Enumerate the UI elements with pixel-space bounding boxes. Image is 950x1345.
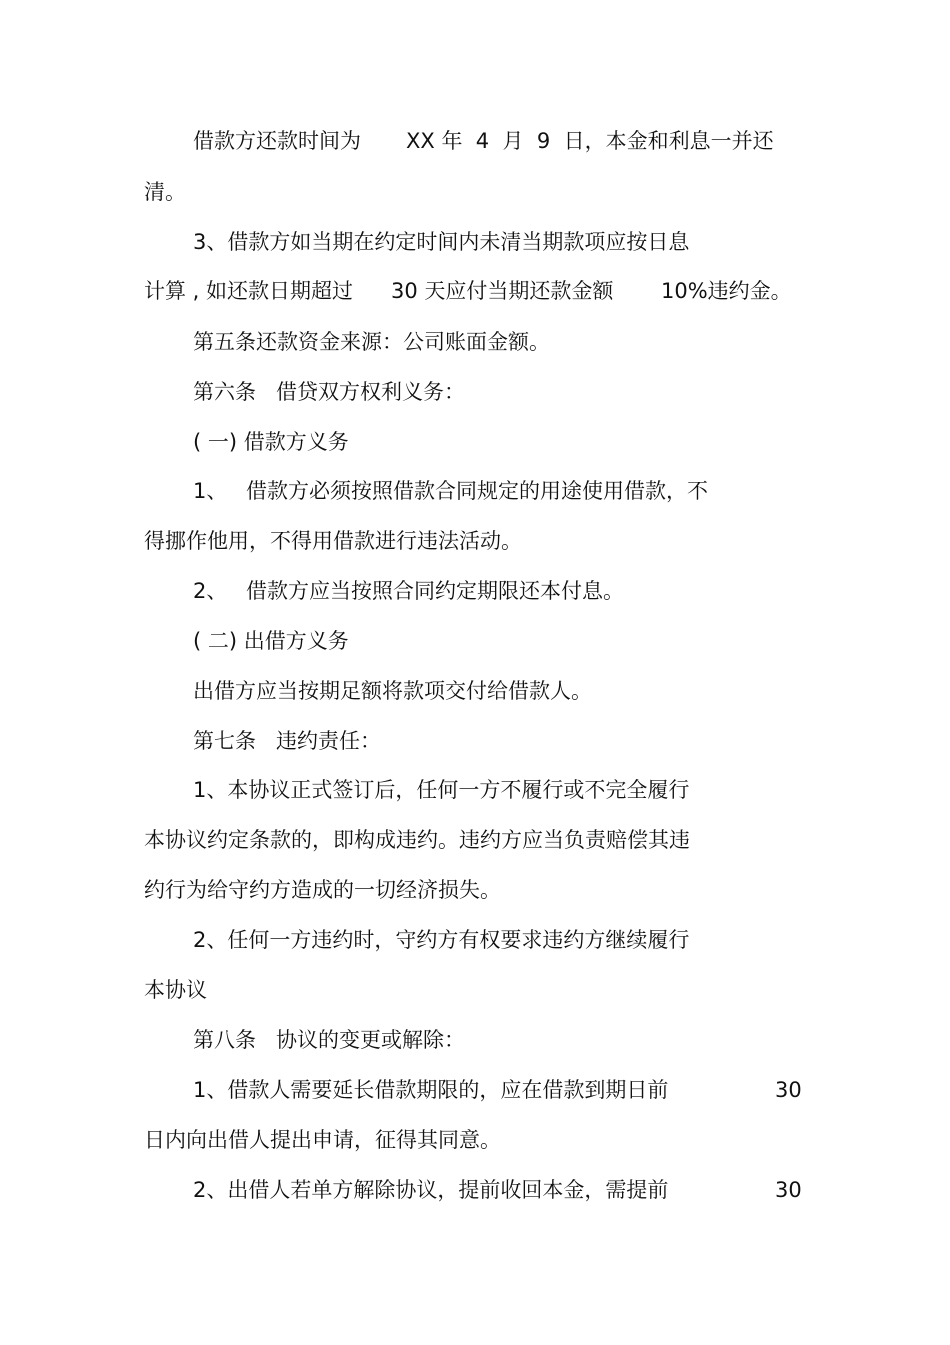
text-line-item-2 bbox=[0, 574, 950, 608]
text-segment: 30 bbox=[775, 1078, 802, 1102]
article-5-heading bbox=[0, 325, 950, 359]
text-segment: 约行为给守约方造成的一切经济损失。 bbox=[144, 878, 501, 902]
text-segment: 1、借款人需要延长借款期限的，应在借款到期日前 bbox=[193, 1078, 669, 1102]
text-segment: XX 年 4 月 9 日，本金和利息一并还 bbox=[406, 129, 774, 153]
text-line-item-1 bbox=[0, 474, 950, 508]
text-line-item-1 bbox=[0, 1073, 950, 1107]
text-line bbox=[0, 973, 950, 1007]
text-segment: 10%违约金。 bbox=[661, 279, 792, 303]
text-segment: 本协议约定条款的，即构成违约。违约方应当负责赔偿其违 bbox=[144, 828, 690, 852]
text-line bbox=[0, 175, 950, 209]
section-lender-obligations bbox=[0, 624, 950, 658]
section-borrower-obligations bbox=[0, 425, 950, 459]
text-segment: 1、 bbox=[193, 479, 228, 503]
article-6-heading bbox=[0, 375, 950, 409]
text-segment: 借款方应当按照合同约定期限还本付息。 bbox=[246, 579, 624, 603]
text-line-clause-3 bbox=[0, 225, 950, 259]
text-line bbox=[0, 674, 950, 708]
text-segment: ( 二) 出借方义务 bbox=[193, 629, 349, 653]
article-8-heading bbox=[0, 1023, 950, 1057]
text-segment: 2、任何一方违约时，守约方有权要求违约方继续履行 bbox=[193, 928, 690, 952]
text-segment: 第六条 借贷双方权利义务： bbox=[193, 380, 466, 404]
text-segment: 1、本协议正式签订后，任何一方不履行或不完全履行 bbox=[193, 778, 690, 802]
text-line-item-2 bbox=[0, 923, 950, 957]
text-segment: 2、 bbox=[193, 579, 228, 603]
text-line bbox=[0, 1123, 950, 1157]
text-segment: 3、借款方如当期在约定时间内未清当期款项应按日息 bbox=[193, 230, 690, 254]
text-segment: 日内向出借人提出申请，征得其同意。 bbox=[144, 1128, 501, 1152]
text-segment: 得挪作他用，不得用借款进行违法活动。 bbox=[144, 529, 522, 553]
text-segment: 第七条 违约责任： bbox=[193, 729, 382, 753]
text-segment: 第五条还款资金来源：公司账面金额。 bbox=[193, 330, 550, 354]
text-segment: 2、出借人若单方解除协议，提前收回本金，需提前 bbox=[193, 1178, 669, 1202]
text-line-item-1 bbox=[0, 773, 950, 807]
text-line-repayment-date bbox=[0, 124, 950, 158]
text-line-penalty bbox=[0, 274, 950, 308]
text-segment: ( 一) 借款方义务 bbox=[193, 430, 349, 454]
text-line-item-2 bbox=[0, 1173, 950, 1207]
text-segment: 30 bbox=[775, 1178, 802, 1202]
text-segment: 借款方必须按照借款合同规定的用途使用借款，不 bbox=[246, 479, 708, 503]
article-7-heading bbox=[0, 724, 950, 758]
text-line bbox=[0, 873, 950, 907]
text-segment: 计算 , 如还款日期超过 bbox=[144, 279, 354, 303]
text-segment: 借款方还款时间为 bbox=[193, 129, 361, 153]
text-segment: 本协议 bbox=[144, 978, 207, 1002]
text-segment: 30 天应付当期还款金额 bbox=[391, 279, 614, 303]
text-line bbox=[0, 823, 950, 857]
text-segment: 出借方应当按期足额将款项交付给借款人。 bbox=[193, 679, 592, 703]
text-line bbox=[0, 524, 950, 558]
text-segment: 第八条 协议的变更或解除： bbox=[193, 1028, 466, 1052]
text-segment: 清。 bbox=[144, 180, 186, 204]
